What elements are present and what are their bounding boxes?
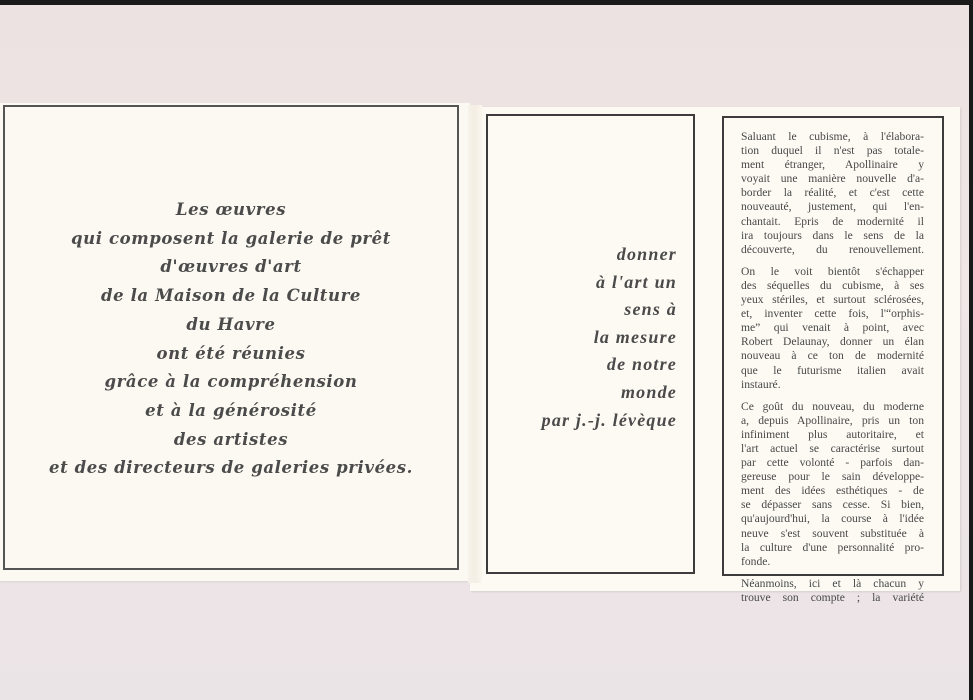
- dedication-line: de la Maison de la Culture: [100, 286, 362, 306]
- text-line: infiniment plus autoritaire, et: [741, 427, 924, 441]
- dedication-line: et à la générosité: [145, 400, 317, 420]
- text-line: gereuse pour le sain développe-: [741, 470, 924, 484]
- text-line: border la réalité, et c'est cette: [741, 186, 924, 200]
- text-line: Ce goût du nouveau, du moderne: [741, 399, 924, 413]
- text-line: l'art actuel se caractérise surtout: [741, 441, 924, 455]
- author-byline: par j.-j. lévèque: [541, 409, 677, 430]
- text-line: et, inventer cette fois, l'“orphis-: [741, 307, 924, 321]
- text-line: se dépasser sans cesse. Si bien,: [741, 498, 924, 512]
- dedication-line: des artistes: [173, 429, 289, 449]
- title-line: monde: [620, 381, 677, 402]
- text-line: qu'aujourd'hui, la course à l'idée: [741, 512, 924, 526]
- dedication-text: [3, 196, 459, 483]
- text-line: nouveauté, justement, qui l'en-: [741, 200, 924, 214]
- dedication-line: grâce à la compréhension: [104, 372, 358, 392]
- text-line: Saluant le cubisme, à l'élabora-: [741, 130, 924, 143]
- article-title: [500, 241, 677, 434]
- text-line: découverte, du renouvellement.: [741, 242, 924, 256]
- text-line: la culture d'une personnalité pro-: [741, 540, 924, 554]
- dedication-line: ont été réunies: [156, 343, 306, 363]
- dedication-line: Les œuvres: [175, 200, 287, 219]
- dedication-line: qui composent la galerie de prêt: [71, 228, 391, 248]
- paragraph-2: [741, 265, 924, 392]
- text-line: ment étranger, Apollinaire y: [741, 158, 924, 172]
- title-line: de notre: [606, 354, 677, 375]
- text-line: par cette volonté - parfois dan-: [741, 456, 924, 470]
- text-line: a, depuis Apollinaire, pris un ton: [741, 413, 924, 427]
- text-line: que le futurisme italien avait: [741, 363, 924, 377]
- text-line: des séquelles du cubisme, à ses: [741, 278, 924, 292]
- text-line: tion duquel il n'est pas totale-: [741, 144, 924, 158]
- article-body: [741, 130, 924, 613]
- title-line: sens à: [624, 299, 677, 320]
- dedication-line: et des directeurs de galeries privées.: [49, 458, 413, 478]
- title-line: la mesure: [593, 326, 677, 347]
- text-line: chantait. Epris de modernité il: [741, 214, 924, 228]
- text-line: voyait une manière nouvelle d'a-: [741, 172, 924, 186]
- text-line: instauré.: [741, 377, 781, 391]
- text-line: me” qui venait à point, avec: [741, 321, 924, 335]
- text-line: yeux stériles, et surtout sclérosées,: [741, 293, 924, 307]
- dedication-line: du Havre: [186, 314, 276, 334]
- paragraph-1: [741, 130, 924, 257]
- scan-right-edge: [969, 0, 973, 700]
- text-line: nouveau à ce ton de modernité: [741, 349, 924, 363]
- title-line: à l'art un: [595, 271, 677, 292]
- text-line: ira toujours dans le sens de la: [741, 228, 924, 242]
- text-line: ment des idées esthétiques - de: [741, 484, 924, 498]
- paragraph-3: [741, 400, 924, 569]
- text-line: fonde.: [741, 554, 771, 568]
- text-line: Robert Delaunay, donner un élan: [741, 335, 924, 349]
- text-line: trouve son compte ; la variété: [741, 590, 924, 604]
- text-line: On le voit bientôt s'échapper: [741, 264, 924, 278]
- dedication-line: d'œuvres d'art: [160, 257, 302, 277]
- center-fold: [468, 105, 482, 583]
- title-line: donner: [616, 244, 677, 264]
- text-line: neuve s'est souvent substituée à: [741, 526, 924, 540]
- text-line: Néanmoins, ici et là chacun y: [741, 576, 924, 590]
- paragraph-4: [741, 577, 924, 605]
